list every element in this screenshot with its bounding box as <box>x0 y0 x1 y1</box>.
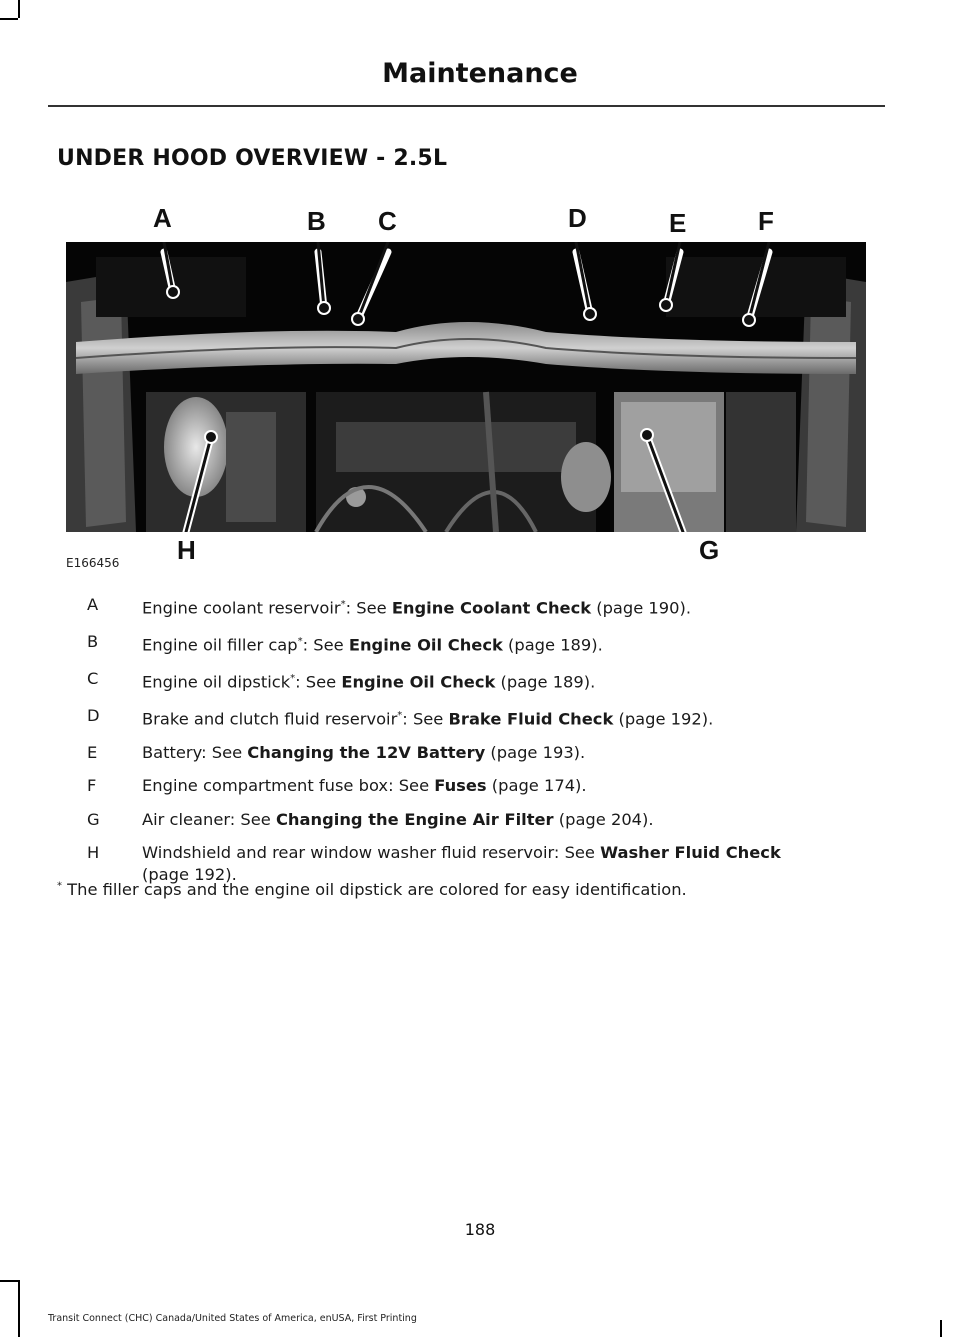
legend-see: : See <box>402 709 449 729</box>
legend-item-a <box>70 594 880 619</box>
legend-link-changing-engine-air-filter[interactable]: Changing the Engine Air Filter <box>275 809 554 829</box>
crop-mark-top-left-h <box>0 18 18 20</box>
legend-key: F <box>87 776 97 796</box>
legend-page: (page 193). <box>485 742 586 762</box>
legend-key: D <box>87 705 100 725</box>
legend-link-brake-fluid-check[interactable]: Brake Fluid Check <box>448 709 614 729</box>
legend-link-engine-coolant-check[interactable]: Engine Coolant Check <box>391 598 592 618</box>
legend-item-b <box>70 631 880 656</box>
page-number: 188 <box>464 1220 496 1239</box>
figure-code: E166456 <box>66 556 120 570</box>
legend-text: Battery <box>142 742 202 762</box>
legend-text: Air cleaner <box>142 809 230 829</box>
footnote-text: The filler caps and the engine oil dipstick are colored for easy identification. <box>62 880 687 899</box>
header-divider <box>48 105 885 107</box>
legend-star: * <box>290 672 296 684</box>
legend-key: C <box>87 668 99 688</box>
footnote <box>57 880 687 899</box>
callout-label-c: C <box>378 206 397 236</box>
callout-label-e: E <box>669 208 687 238</box>
crop-mark-bottom-left-h <box>0 1280 18 1282</box>
page-footer: Transit Connect (CHC) Canada/United States of America, enUSA, First Printing <box>48 1313 417 1324</box>
callout-label-d: D <box>568 203 587 233</box>
legend-see: : See <box>295 672 342 692</box>
legend-key: E <box>87 742 98 762</box>
legend-item-g <box>70 809 880 831</box>
callout-label-g: G <box>699 535 720 565</box>
legend-key: B <box>87 631 99 651</box>
legend-text: Engine oil dipstick <box>142 672 291 692</box>
legend-text: Engine coolant reservoir <box>142 598 341 618</box>
legend-item-d <box>70 705 880 730</box>
legend-item-c <box>70 668 880 693</box>
callout-label-a: A <box>153 203 172 233</box>
legend-page: (page 204). <box>553 809 654 829</box>
legend-link-engine-oil-check[interactable]: Engine Oil Check <box>348 635 503 655</box>
legend-page: (page 189). <box>502 635 603 655</box>
component-legend-list <box>70 594 880 898</box>
legend-see: : See <box>388 776 435 796</box>
legend-text: Engine compartment fuse box <box>142 776 389 796</box>
legend-text: Windshield and rear window washer fluid reservoir <box>142 843 554 863</box>
crop-mark-bottom-right-v <box>940 1320 942 1337</box>
legend-link-washer-fluid-check[interactable]: Washer Fluid Check <box>600 843 781 863</box>
engine-bay-drawing <box>66 242 866 532</box>
legend-page: (page 192). <box>613 709 714 729</box>
crop-mark-top-left-v <box>18 0 20 18</box>
legend-see: : See <box>553 843 601 863</box>
legend-star: * <box>297 635 303 647</box>
legend-star: * <box>397 709 403 721</box>
legend-page: (page 174). <box>486 776 587 796</box>
callout-label-f: F <box>758 206 774 236</box>
legend-see: : See <box>229 809 276 829</box>
legend-page: (page 190). <box>591 598 692 618</box>
legend-item-f <box>70 775 880 797</box>
legend-text: Engine oil filler cap <box>142 635 298 655</box>
legend-link-changing-12v-battery[interactable]: Changing the 12V Battery <box>247 742 486 762</box>
legend-link-engine-oil-check[interactable]: Engine Oil Check <box>341 672 496 692</box>
callout-label-h: H <box>177 535 196 565</box>
legend-page: (page 189). <box>495 672 596 692</box>
legend-item-e <box>70 742 880 764</box>
legend-key: A <box>87 595 99 614</box>
page-header-title: Maintenance <box>382 58 578 89</box>
crop-mark-bottom-left-v <box>18 1280 20 1337</box>
section-title: UNDER HOOD OVERVIEW - 2.5L <box>57 146 448 171</box>
legend-page: (page 192). <box>142 865 237 885</box>
legend-star: * <box>340 599 346 610</box>
legend-see: : See <box>345 598 392 618</box>
legend-key: H <box>87 843 100 863</box>
legend-see: : See <box>302 635 349 655</box>
legend-key: G <box>87 809 100 829</box>
footnote-star: * <box>57 880 62 892</box>
legend-text: Brake and clutch fluid reservoir <box>142 709 398 729</box>
engine-bay-illustration <box>66 242 866 532</box>
legend-see: : See <box>201 742 248 762</box>
legend-link-fuses[interactable]: Fuses <box>434 776 487 796</box>
callout-label-b: B <box>307 206 326 236</box>
